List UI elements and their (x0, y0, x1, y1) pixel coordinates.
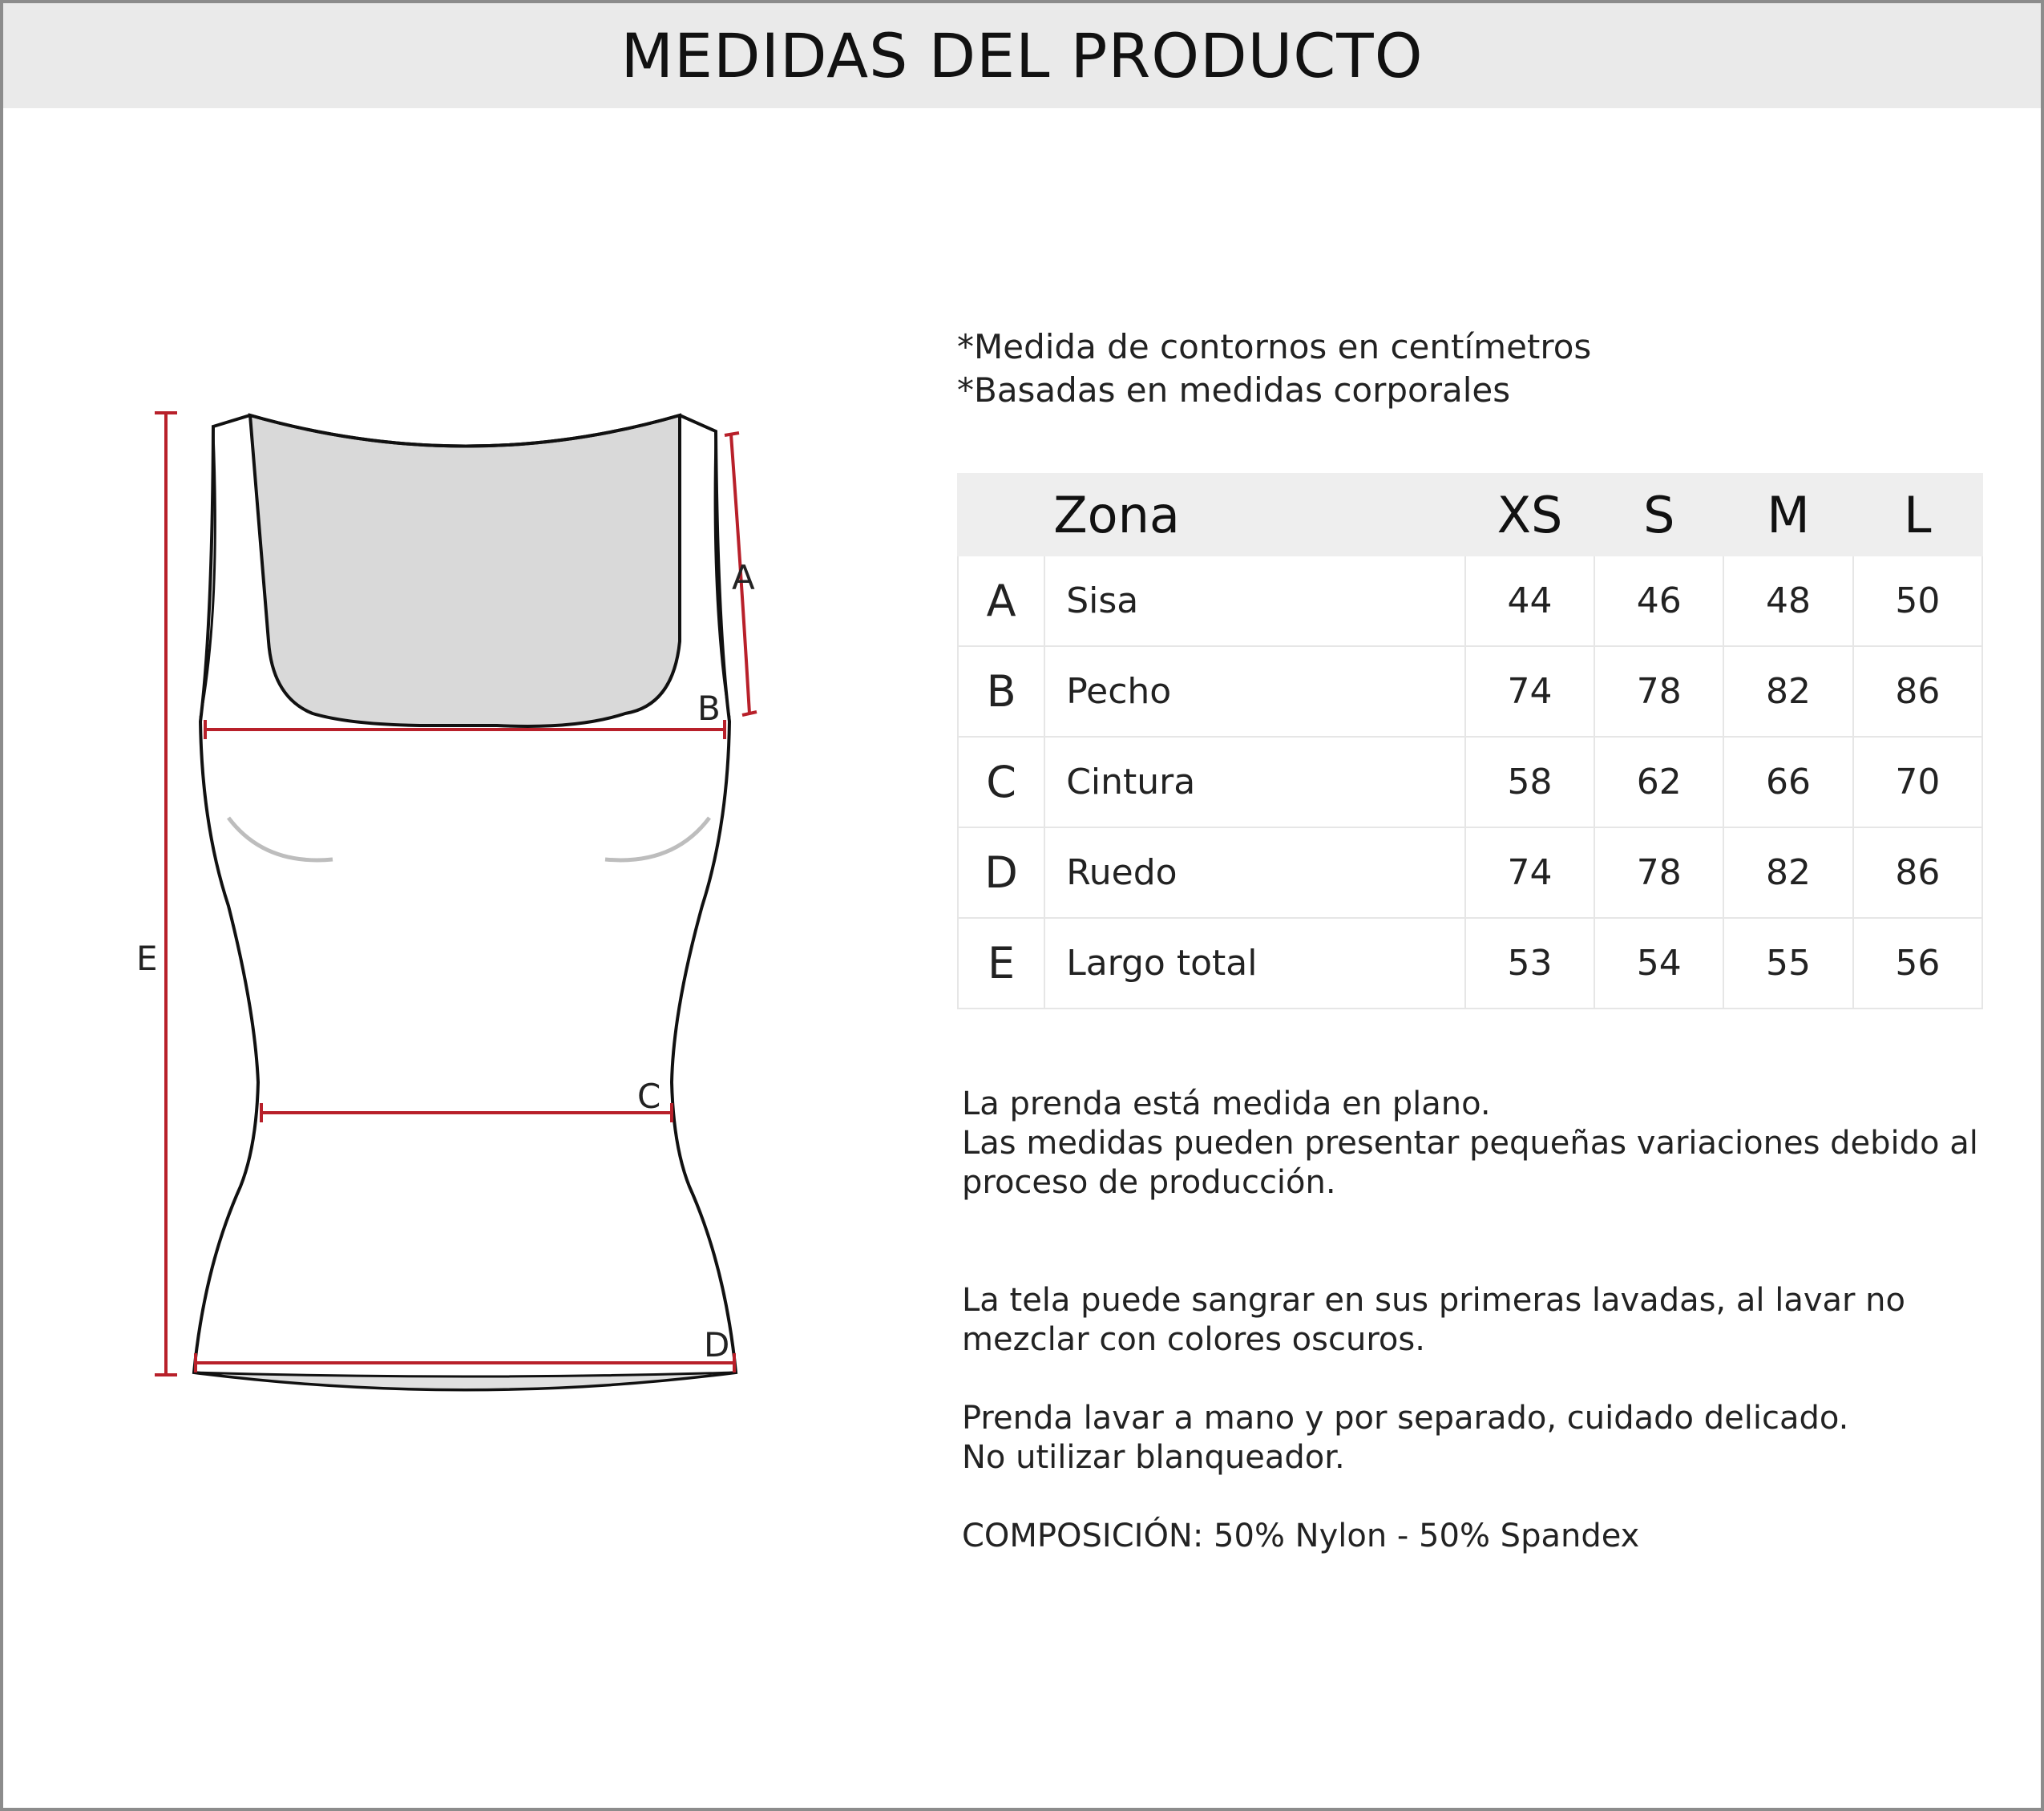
row-zone: Pecho (1044, 646, 1465, 737)
row-value: 78 (1594, 827, 1723, 918)
right-bust-curve (605, 818, 709, 860)
measure-line-c (261, 1103, 672, 1122)
row-value: 82 (1723, 827, 1852, 918)
row-value: 70 (1853, 737, 1982, 827)
table-row (958, 918, 1982, 1009)
row-value: 58 (1465, 737, 1594, 827)
care-line: No utilizar blanqueador. (962, 1439, 1345, 1476)
note-line: *Basadas en medidas corporales (957, 370, 1511, 410)
row-value: 55 (1723, 918, 1852, 1009)
care-line: La tela puede sangrar en sus primeras lavadas, al lavar no (962, 1282, 1905, 1319)
measure-label-a: A (732, 558, 755, 597)
row-value: 44 (1465, 556, 1594, 646)
row-value: 56 (1853, 918, 1982, 1009)
note-line: *Medida de contornos en centímetros (957, 327, 1592, 366)
measurement-notes (957, 325, 1591, 412)
row-value: 50 (1853, 556, 1982, 646)
row-letter: E (958, 918, 1044, 1009)
header-size-l: L (1853, 474, 1982, 556)
row-letter: B (958, 646, 1044, 737)
measure-line-e (155, 413, 177, 1375)
care-notes (962, 1045, 1996, 1556)
measure-label-c: C (637, 1077, 661, 1116)
header-size-xs: XS (1465, 474, 1594, 556)
row-value: 46 (1594, 556, 1723, 646)
header-size-s: S (1594, 474, 1723, 556)
size-table (957, 473, 1983, 1009)
row-value: 66 (1723, 737, 1852, 827)
measure-label-e: E (136, 939, 158, 978)
row-zone: Largo total (1044, 918, 1465, 1009)
row-zone: Sisa (1044, 556, 1465, 646)
measure-label-b: B (697, 689, 721, 728)
header-bar (3, 3, 2041, 108)
row-value: 74 (1465, 827, 1594, 918)
table-row (958, 827, 1982, 918)
row-letter: D (958, 827, 1044, 918)
tank-top-diagram (120, 401, 761, 1419)
row-value: 48 (1723, 556, 1852, 646)
hem-band (194, 1372, 736, 1390)
row-letter: A (958, 556, 1044, 646)
row-zone: Cintura (1044, 737, 1465, 827)
composition: COMPOSICIÓN: 50% Nylon - 50% Spandex (962, 1518, 1640, 1554)
header-size-m: M (1723, 474, 1852, 556)
row-value: 86 (1853, 646, 1982, 737)
header-letter-cell (958, 474, 1044, 556)
row-letter: C (958, 737, 1044, 827)
row-value: 74 (1465, 646, 1594, 737)
care-line: Prenda lavar a mano y por separado, cuidado delicado. (962, 1400, 1849, 1437)
neckline-fill (250, 415, 680, 726)
care-line: La prenda está medida en plano. (962, 1085, 1491, 1122)
row-value: 78 (1594, 646, 1723, 737)
table-row (958, 646, 1982, 737)
care-line: proceso de producción. (962, 1164, 1336, 1201)
header-zona: Zona (1044, 474, 1465, 556)
care-line: mezclar con colores oscuros. (962, 1321, 1425, 1358)
page-title: MEDIDAS DEL PRODUCTO (620, 20, 1424, 91)
measure-line-d (196, 1353, 734, 1372)
row-value: 53 (1465, 918, 1594, 1009)
row-value: 82 (1723, 646, 1852, 737)
table-row (958, 737, 1982, 827)
row-value: 62 (1594, 737, 1723, 827)
measure-label-d: D (704, 1325, 730, 1364)
table-row (958, 556, 1982, 646)
row-value: 54 (1594, 918, 1723, 1009)
table-header-row (958, 474, 1982, 556)
care-line: Las medidas pueden presentar pequeñas variaciones debido al (962, 1125, 1978, 1162)
row-value: 86 (1853, 827, 1982, 918)
left-bust-curve (228, 818, 333, 860)
row-zone: Ruedo (1044, 827, 1465, 918)
